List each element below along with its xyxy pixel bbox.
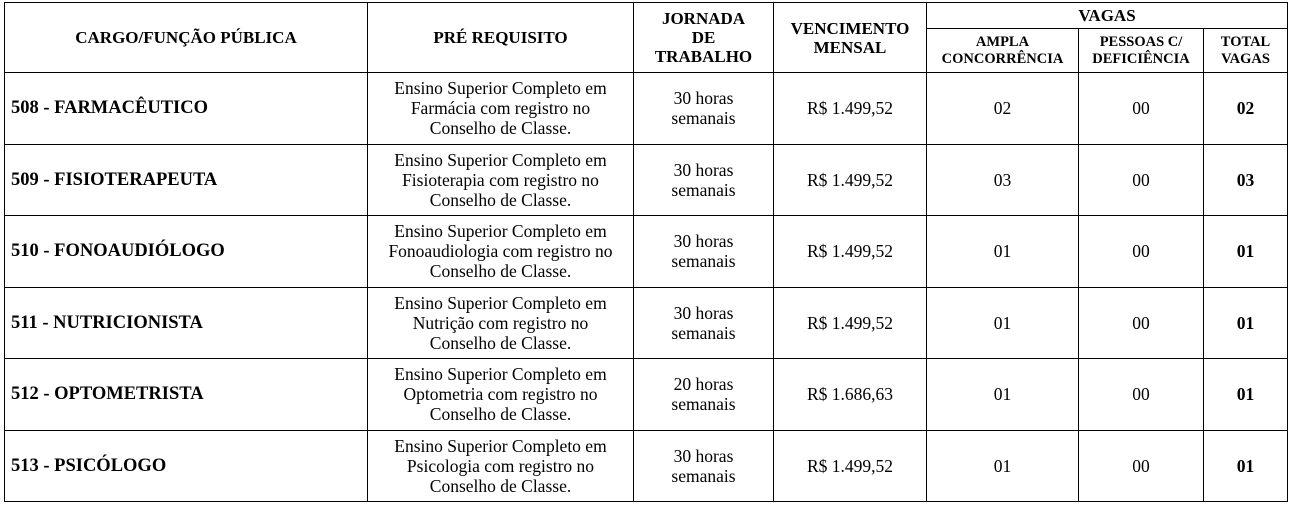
vencimento-cell: R$ 1.499,52 <box>774 144 927 216</box>
vacancies-table <box>4 2 1288 502</box>
header-total-line: VAGAS <box>1221 50 1270 67</box>
header-jornada <box>634 3 774 73</box>
header-vencimento <box>774 3 927 73</box>
jornada-line: semanais <box>671 322 736 343</box>
header-jornada-line: DE <box>691 28 716 47</box>
cargo-cell: 512 - OPTOMETRISTA <box>5 359 368 431</box>
prereq-line: Ensino Superior Completo em <box>394 149 607 170</box>
table-row <box>5 287 1288 359</box>
prereq-line: Ensino Superior Completo em <box>394 364 607 385</box>
prereq-line: Conselho de Classe. <box>429 118 572 139</box>
jornada-line: semanais <box>671 108 736 129</box>
jornada-cell <box>634 359 774 431</box>
jornada-line: semanais <box>671 179 736 200</box>
jornada-line: 30 horas <box>673 302 734 323</box>
jornada-cell <box>634 144 774 216</box>
prereq-cell <box>368 287 634 359</box>
jornada-line: semanais <box>671 465 736 486</box>
pcd-cell: 00 <box>1079 216 1204 288</box>
cargo-cell: 511 - NUTRICIONISTA <box>5 287 368 359</box>
vencimento-cell: R$ 1.686,63 <box>774 359 927 431</box>
vencimento-cell: R$ 1.499,52 <box>774 73 927 145</box>
header-total-line: TOTAL <box>1220 33 1271 50</box>
jornada-cell <box>634 430 774 502</box>
jornada-line: semanais <box>671 394 736 415</box>
total-cell: 01 <box>1204 430 1288 502</box>
cargo-cell: 508 - FARMACÊUTICO <box>5 73 368 145</box>
pcd-cell: 00 <box>1079 73 1204 145</box>
header-cargo: CARGO/FUNÇÃO PÚBLICA <box>5 3 368 73</box>
header-vencimento-line: MENSAL <box>813 37 887 57</box>
jornada-cell <box>634 216 774 288</box>
header-pcd-line: PESSOAS C/ <box>1099 33 1183 50</box>
header-vencimento-line: VENCIMENTO <box>790 18 910 38</box>
total-cell: 01 <box>1204 287 1288 359</box>
header-jornada-line: TRABALHO <box>654 47 753 66</box>
header-pcd <box>1079 29 1204 73</box>
header-total <box>1204 29 1288 73</box>
prereq-line: Ensino Superior Completo em <box>394 435 607 456</box>
prereq-line: Conselho de Classe. <box>429 261 572 282</box>
jornada-line: 20 horas <box>673 374 734 395</box>
cargo-cell: 509 - FISIOTERAPEUTA <box>5 144 368 216</box>
header-ampla <box>927 29 1079 73</box>
prereq-line: Ensino Superior Completo em <box>394 221 607 242</box>
header-ampla-line: CONCORRÊNCIA <box>941 50 1064 67</box>
total-cell: 01 <box>1204 359 1288 431</box>
prereq-line: Fonoaudiologia com registro no <box>388 241 613 262</box>
vencimento-cell: R$ 1.499,52 <box>774 287 927 359</box>
prereq-line: Conselho de Classe. <box>429 404 572 425</box>
prereq-line: Conselho de Classe. <box>429 332 572 353</box>
pcd-cell: 00 <box>1079 430 1204 502</box>
prereq-line: Nutrição com registro no <box>412 312 589 333</box>
prereq-cell <box>368 73 634 145</box>
ampla-cell: 01 <box>927 430 1079 502</box>
total-cell: 03 <box>1204 144 1288 216</box>
prereq-line: Conselho de Classe. <box>429 475 572 496</box>
total-cell: 01 <box>1204 216 1288 288</box>
ampla-cell: 01 <box>927 359 1079 431</box>
prereq-line: Ensino Superior Completo em <box>394 78 607 99</box>
prereq-cell <box>368 144 634 216</box>
prereq-line: Optometria com registro no <box>403 384 598 405</box>
jornada-line: 30 horas <box>673 231 734 252</box>
prereq-cell <box>368 216 634 288</box>
vencimento-cell: R$ 1.499,52 <box>774 430 927 502</box>
header-vagas: VAGAS <box>927 3 1288 29</box>
jornada-cell <box>634 287 774 359</box>
table-row <box>5 216 1288 288</box>
prereq-line: Farmácia com registro no <box>410 98 591 119</box>
prereq-cell <box>368 359 634 431</box>
table-body <box>5 73 1288 502</box>
ampla-cell: 02 <box>927 73 1079 145</box>
ampla-cell: 01 <box>927 287 1079 359</box>
header-prerequisito: PRÉ REQUISITO <box>368 3 634 73</box>
jornada-line: semanais <box>671 251 736 272</box>
header-ampla-line: AMPLA <box>975 33 1030 50</box>
total-cell: 02 <box>1204 73 1288 145</box>
header-pcd-line: DEFICIÊNCIA <box>1092 50 1190 67</box>
ampla-cell: 01 <box>927 216 1079 288</box>
pcd-cell: 00 <box>1079 359 1204 431</box>
prereq-line: Conselho de Classe. <box>429 189 572 210</box>
table-row <box>5 73 1288 145</box>
cargo-cell: 513 - PSICÓLOGO <box>5 430 368 502</box>
prereq-line: Psicologia com registro no <box>406 455 595 476</box>
prereq-line: Fisioterapia com registro no <box>402 169 599 190</box>
cargo-cell: 510 - FONOAUDIÓLOGO <box>5 216 368 288</box>
table-row <box>5 430 1288 502</box>
jornada-line: 30 horas <box>673 159 734 180</box>
jornada-cell <box>634 73 774 145</box>
prereq-cell <box>368 430 634 502</box>
prereq-line: Ensino Superior Completo em <box>394 292 607 313</box>
jornada-line: 30 horas <box>673 445 734 466</box>
jornada-line: 30 horas <box>673 88 734 109</box>
table-row <box>5 359 1288 431</box>
table-row <box>5 144 1288 216</box>
pcd-cell: 00 <box>1079 144 1204 216</box>
header-jornada-line: JORNADA <box>661 9 746 28</box>
vencimento-cell: R$ 1.499,52 <box>774 216 927 288</box>
ampla-cell: 03 <box>927 144 1079 216</box>
pcd-cell: 00 <box>1079 287 1204 359</box>
